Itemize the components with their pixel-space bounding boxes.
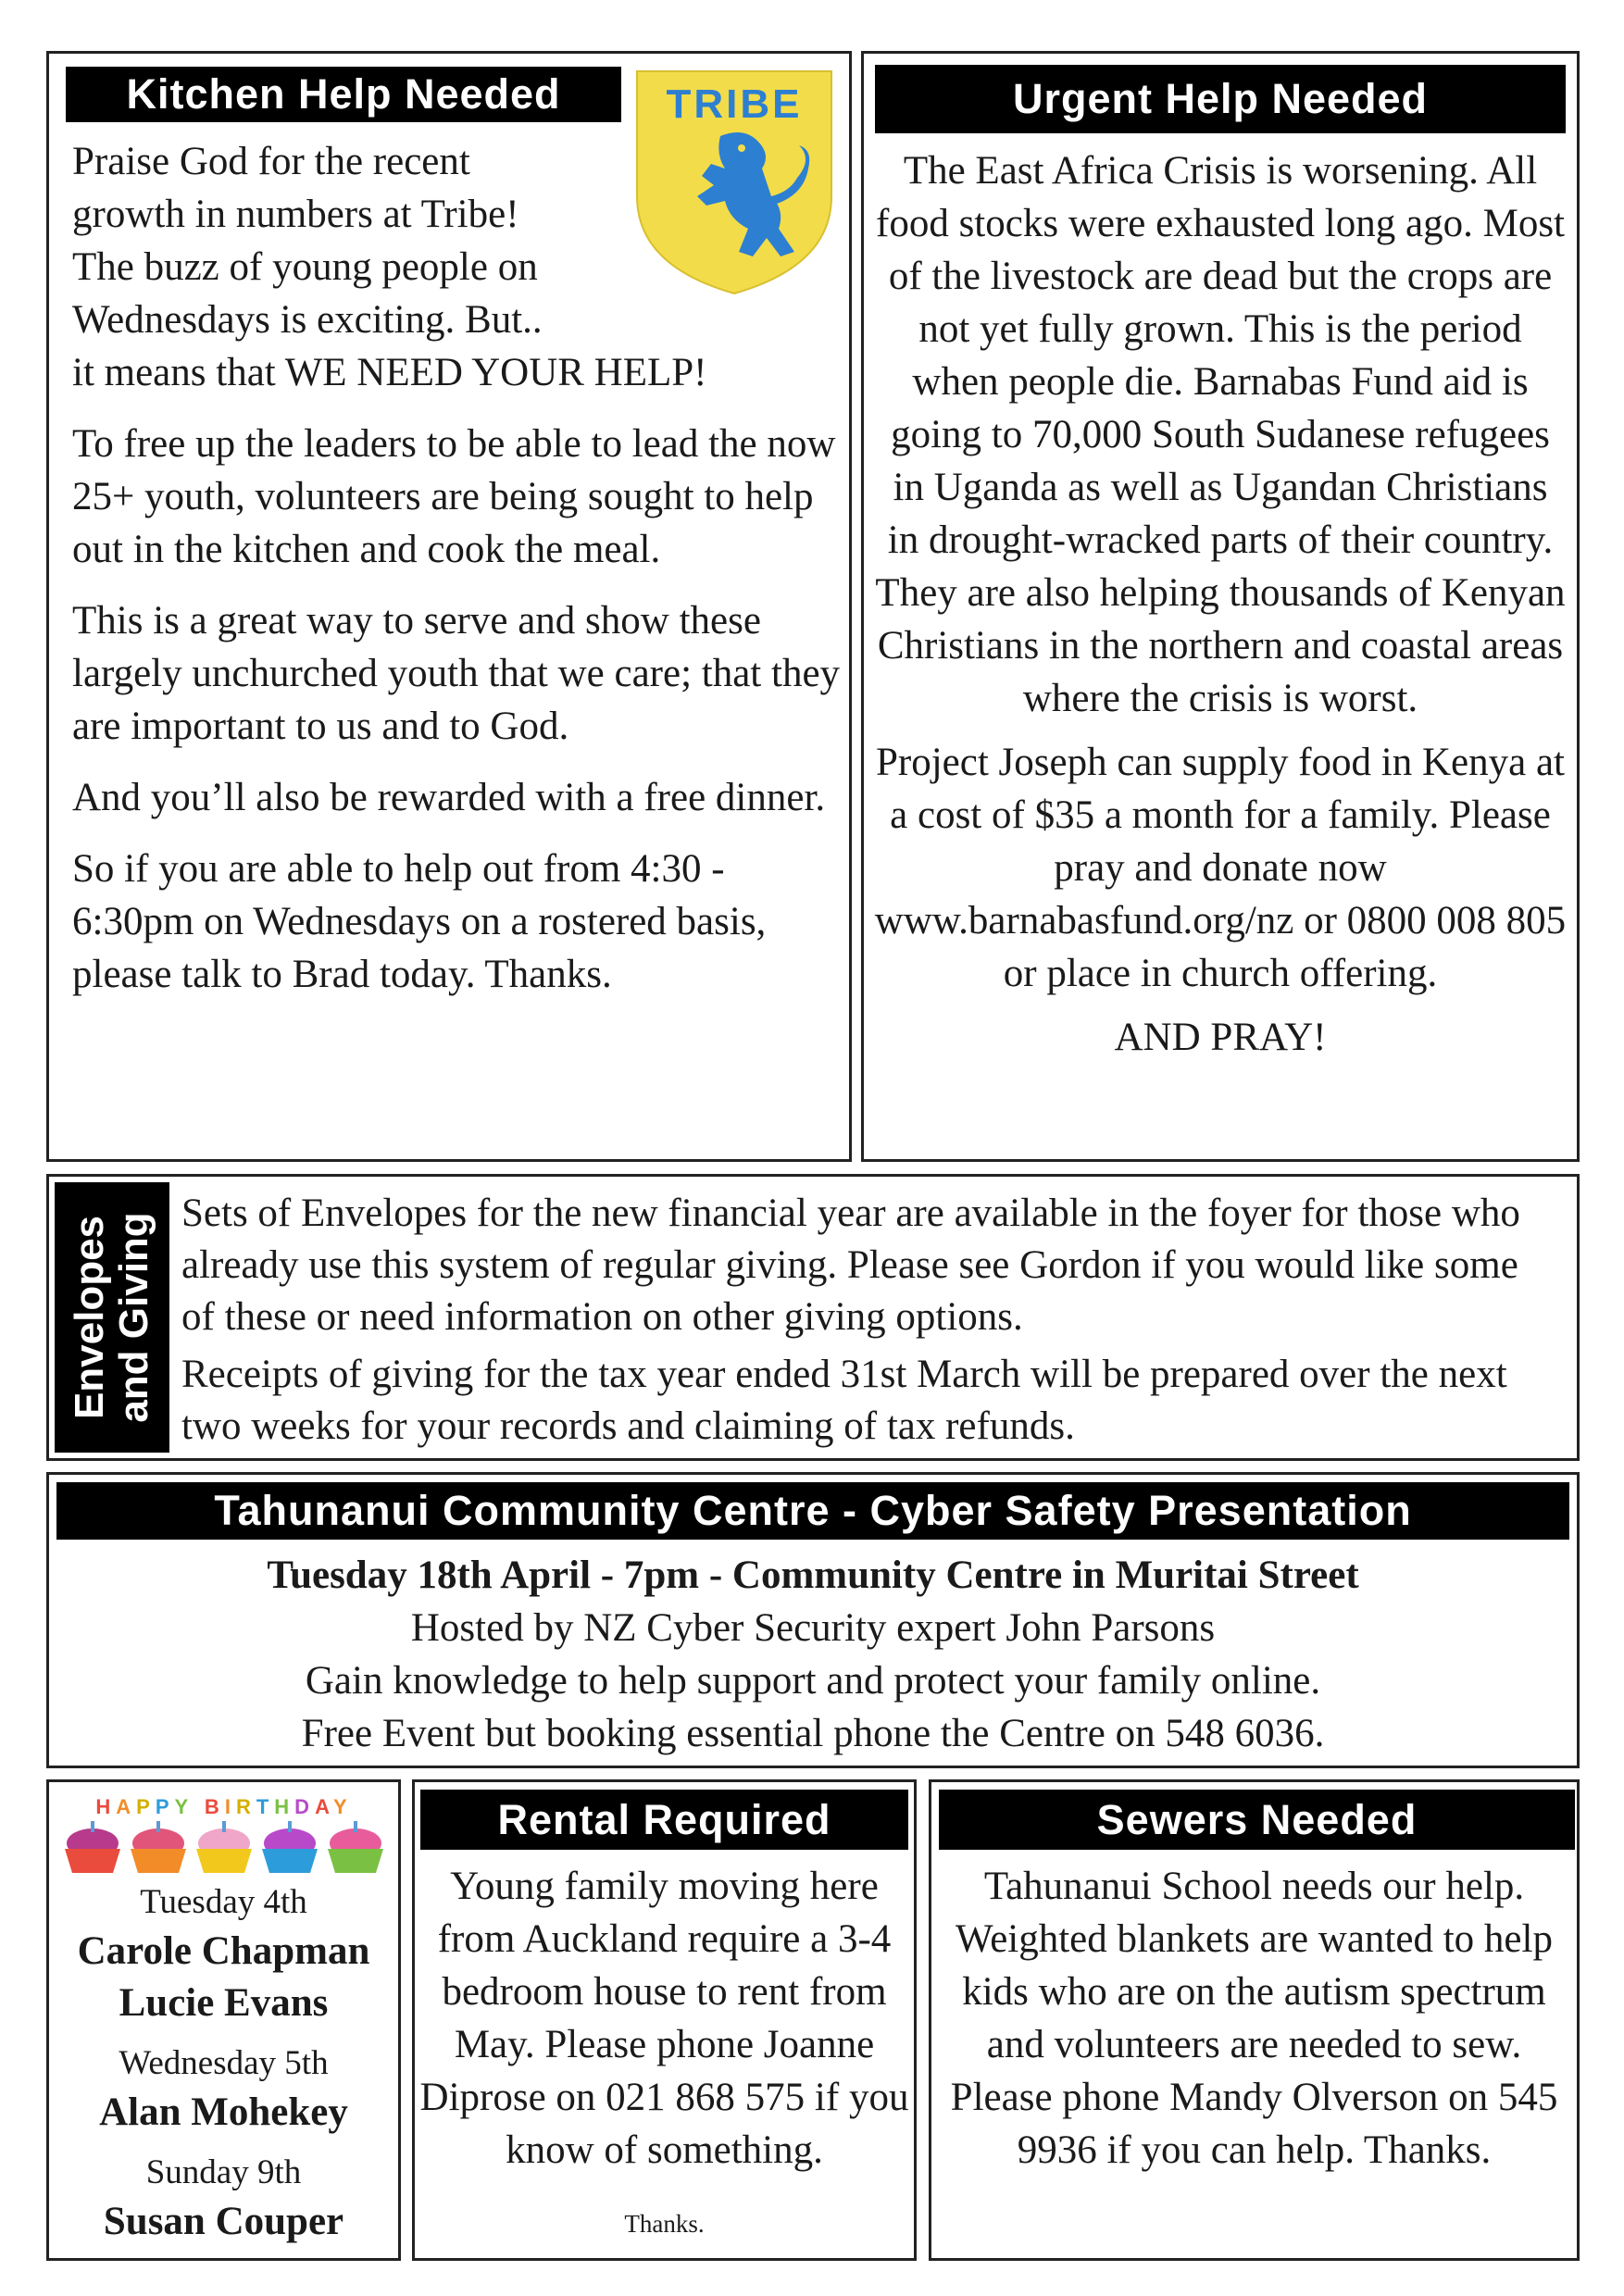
urgent-paragraph-1: The East Africa Crisis is worsening. All food stocks were exhausted long ago. Most of the livestock are dead but the crops are not yet fully grown. This is the period when people die. Barnabas Fund aid is going to 70,000 South Sudanese refugees in Uganda as well as Ugandan Christians in drought-wracked parts of their country. They are also helping thousands of Kenyan Christians in the northern and coastal areas where the crisis is worst.	[875, 149, 1566, 720]
birthday-day-1: Tuesday 4th	[140, 1883, 307, 1921]
sewers-needed-title: Sewers Needed	[939, 1790, 1575, 1850]
happy-birthday-text: HAPPY BIRTHDAY	[95, 1795, 353, 1818]
cyber-safety-section	[46, 1472, 1580, 1768]
kitchen-paragraph-4: And you’ll also be rewarded with a free dinner.	[72, 776, 826, 819]
envelopes-side-label: Envelopes and Giving	[55, 1182, 169, 1453]
rental-thanks: Thanks.	[624, 2210, 705, 2238]
cyber-safety-title: Tahunanui Community Centre - Cyber Safety Presentation	[56, 1482, 1569, 1540]
candle-icon	[222, 1821, 226, 1832]
cyber-host: Hosted by NZ Cyber Security expert John Parsons	[410, 1606, 1216, 1650]
birthday-day-3: Sunday 9th	[145, 2153, 302, 2191]
cyber-event-details: Tuesday 18th April - 7pm - Community Centre in Muritai Street	[267, 1554, 1359, 1597]
rental-required-section	[412, 1779, 917, 2261]
envelopes-paragraph-2: Receipts of giving for the tax year ended 31st March will be prepared over the next two weeks for your records and claiming of tax refunds.	[181, 1353, 1507, 1448]
cupcake-cup	[262, 1849, 318, 1873]
kitchen-paragraph-5: So if you are able to help out from 4:30 - 6:30pm on Wednesdays on a rostered basis, please talk to Brad today. Thanks.	[72, 847, 767, 996]
birthday-name-1: Carole Chapman	[77, 1929, 370, 1973]
kitchen-help-title: Kitchen Help Needed	[66, 67, 621, 122]
kitchen-paragraph-3: This is a great way to serve and show these largely unchurched youth that we care; that they are important to us and to God.	[72, 599, 841, 748]
birthday-name-2: Lucie Evans	[119, 1981, 329, 2025]
candle-icon	[91, 1821, 94, 1832]
cyber-description: Gain knowledge to help support and protect your family online.	[305, 1659, 1321, 1703]
cupcake-cup	[131, 1849, 186, 1873]
birthday-name-4: Susan Couper	[103, 2200, 344, 2243]
kitchen-paragraph-2: To free up the leaders to be able to lead the now 25+ youth, volunteers are being sought to help out in the kitchen and cook the meal.	[72, 422, 836, 571]
rental-required-title: Rental Required	[420, 1790, 908, 1850]
cyber-booking: Free Event but booking essential phone the Centre on 548 6036.	[301, 1712, 1325, 1755]
sewers-paragraph-1: Tahunanui School needs our help. Weighted blankets are wanted to help kids who are on the autism spectrum and volunteers are needed to sew.	[956, 1865, 1553, 2066]
urgent-help-title: Urgent Help Needed	[875, 65, 1566, 133]
urgent-paragraph-2: Project Joseph can supply food in Kenya at a cost of $35 a month for a family. Please pray and donate now www.barnabasfund.org/nz or 0800 008 805 or place in church offering.	[874, 741, 1567, 995]
candle-icon	[354, 1821, 357, 1832]
candle-icon	[156, 1821, 160, 1832]
birthday-name-3: Alan Mohekey	[99, 2090, 348, 2134]
cupcake-cup	[65, 1849, 120, 1873]
candle-icon	[288, 1821, 292, 1832]
envelopes-paragraph-1: Sets of Envelopes for the new financial year are available in the foyer for those who already use this system of regular giving. Please see Gordon if you would like some of these or need information on other giving options.	[181, 1192, 1520, 1339]
sewers-needed-section	[929, 1779, 1580, 2261]
cupcakes-banner	[60, 1790, 389, 1878]
birthday-day-2: Wednesday 5th	[119, 2044, 329, 2082]
kitchen-help-section: Kitchen Help Needed TRIBE Praise God for the recent growth in numbers at Tribe! The buzz of young people on Wednesdays is exciting. But.. it means that WE NEED YOUR HELP! To free up the leaders to be able to lead the now 25+ youth, volunteers are being sought to help out in the kitchen and cook the meal. This is a great way to serve and show these largely unchurched youth that we care; that they are important to us and to God. And you’ll also be rewarded with a free dinner. So if you are able to help out from 4:30 - 6:30pm on Wednesdays on a rostered basis, please talk to Brad today. Thanks.	[46, 51, 852, 1162]
cupcake-cup	[196, 1849, 252, 1873]
sewers-paragraph-2: Please phone Mandy Olverson on 545 9936 if you can help. Thanks.	[950, 2076, 1558, 2172]
tribe-logo-text: TRIBE	[666, 81, 803, 127]
urgent-help-section	[861, 51, 1580, 1162]
rental-body: Young family moving here from Auckland require a 3-4 bedroom house to rent from May. Please phone Joanne Diprose on 021 868 575 if you know of something.	[419, 1865, 909, 2172]
urgent-paragraph-3: AND PRAY!	[1114, 1016, 1327, 1059]
envelopes-giving-section	[46, 1174, 1580, 1461]
birthdays-section	[46, 1779, 401, 2261]
cupcake-cup	[328, 1849, 383, 1873]
